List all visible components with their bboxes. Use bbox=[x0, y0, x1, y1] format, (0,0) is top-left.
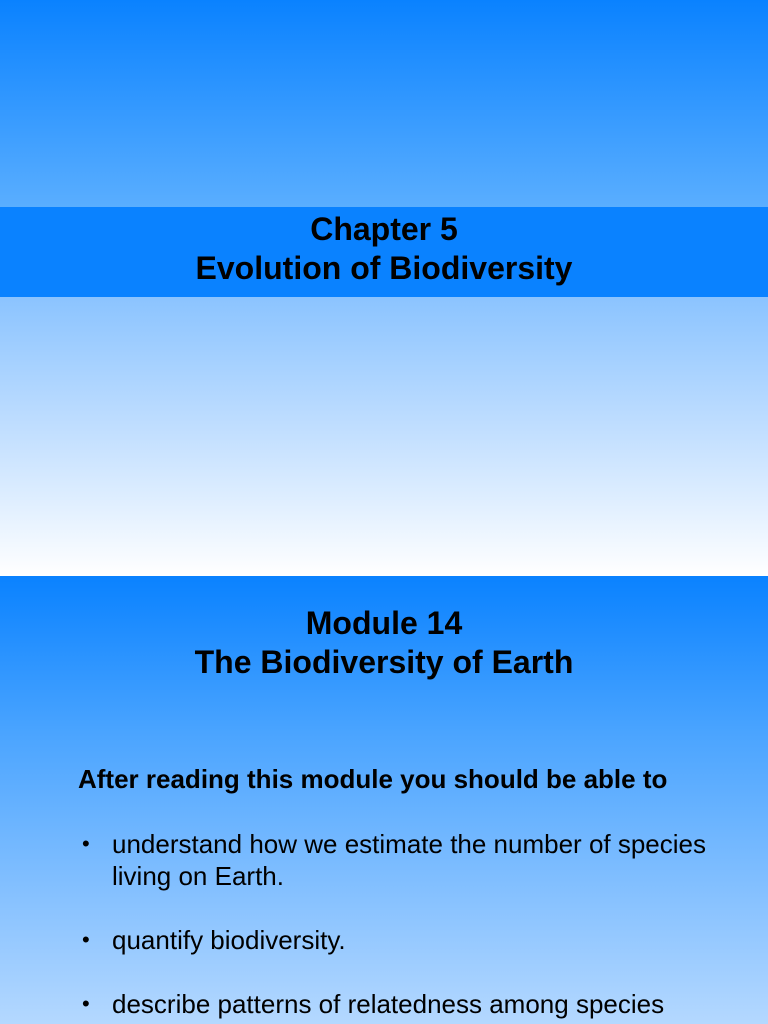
objective-text: understand how we estimate the number of species living on Earth. bbox=[112, 829, 707, 891]
slide-module-objectives bbox=[0, 576, 768, 1024]
objective-item bbox=[78, 924, 718, 956]
objective-text: describe patterns of relatedness among species bbox=[112, 989, 665, 1019]
objectives-intro: After reading this module you should be able to bbox=[78, 764, 668, 794]
module-number: Module 14 bbox=[305, 605, 463, 641]
module-title: The Biodiversity of Earth bbox=[194, 644, 574, 680]
objective-text: quantify biodiversity. bbox=[112, 925, 346, 955]
bullet-icon: • bbox=[82, 927, 90, 952]
bullet-icon: • bbox=[82, 991, 90, 1016]
chapter-number: Chapter 5 bbox=[310, 211, 458, 247]
chapter-title: Evolution of Biodiversity bbox=[195, 250, 573, 286]
objective-item bbox=[78, 828, 718, 892]
objective-item bbox=[78, 988, 718, 1020]
objectives-list bbox=[78, 828, 718, 1024]
bullet-icon: • bbox=[82, 831, 90, 856]
